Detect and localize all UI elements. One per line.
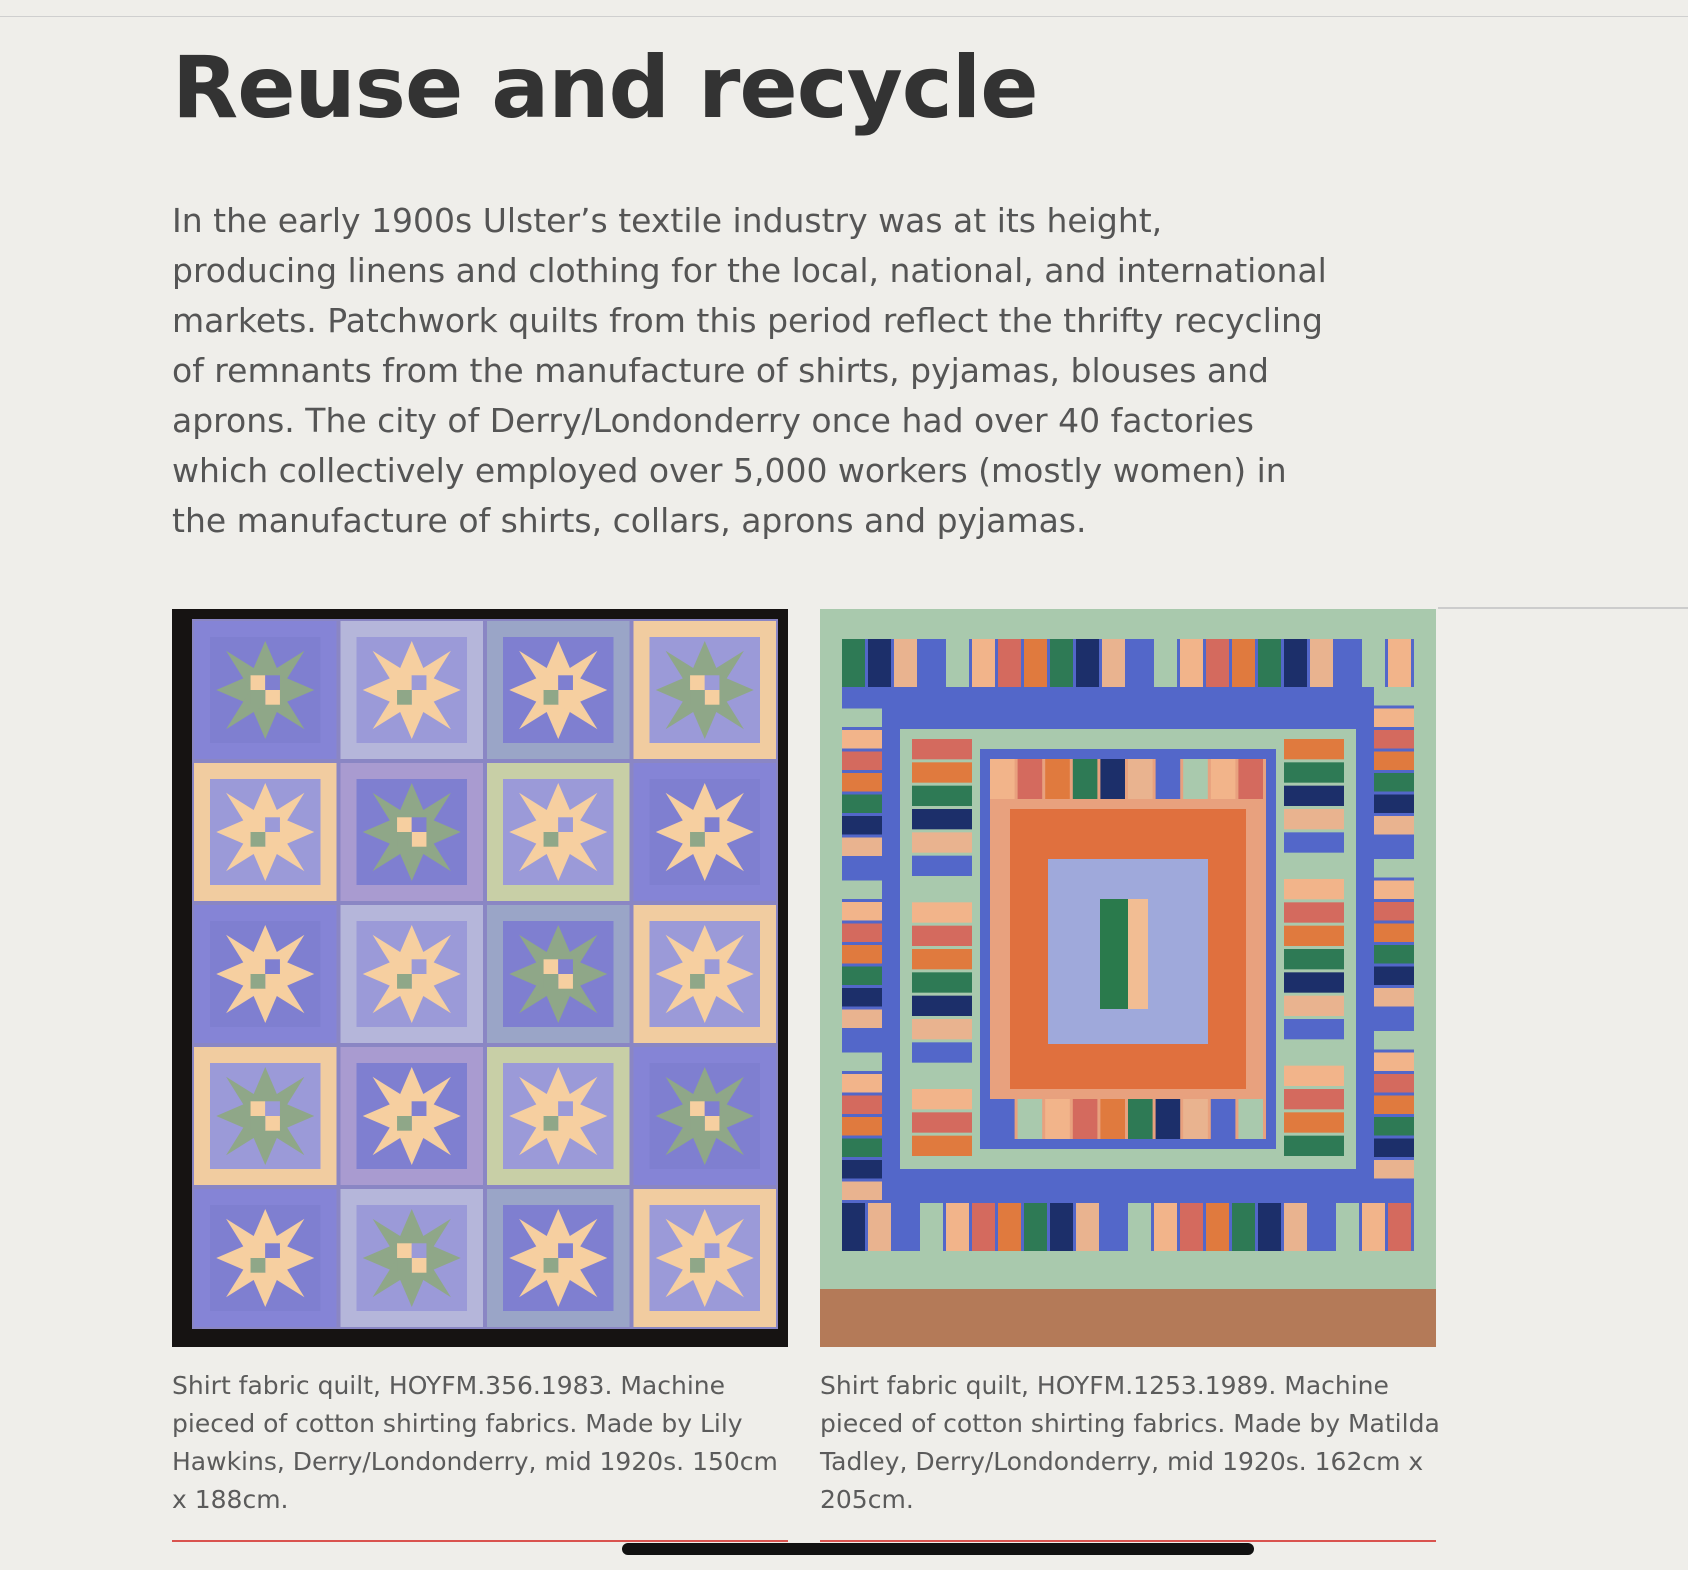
quilt-image-medallion[interactable] — [820, 609, 1436, 1347]
quilt-star-blocks-graphic — [172, 609, 788, 1347]
caption-underline-1 — [172, 1540, 788, 1542]
home-indicator[interactable] — [622, 1543, 1254, 1555]
page-title: Reuse and recycle — [172, 38, 1038, 138]
quilt-image-star-blocks[interactable] — [172, 609, 788, 1347]
caption-underline-2 — [820, 1540, 1436, 1542]
section-divider — [1438, 607, 1688, 609]
figure-caption-2: Shirt fabric quilt, HOYFM.1253.1989. Machine pieced of cotton shirting fabrics. Made by Matilda Tadley, Derry/Londonderry, mid 1920s. 162cm x 205cm. — [820, 1371, 1440, 1514]
intro-paragraph: In the early 1900s Ulster’s textile industry was at its height, producing linens and clothing for the local, national, and international markets. Patchwork quilts from this period reflect the thrifty recycling of remnants from the manufacture of shirts, pyjamas, blouses and aprons. The city of Derry/Londonderry once had over 40 factories which collectively employed over 5,000 workers (mostly women) in the manufacture of shirts, collars, aprons and pyjamas. — [172, 201, 1327, 540]
top-divider — [0, 16, 1688, 17]
quilt-medallion-graphic — [820, 609, 1436, 1347]
figure-caption-1: Shirt fabric quilt, HOYFM.356.1983. Machine pieced of cotton shirting fabrics. Made by Lily Hawkins, Derry/Londonderry, mid 1920s. 150cm x 188cm. — [172, 1371, 778, 1514]
